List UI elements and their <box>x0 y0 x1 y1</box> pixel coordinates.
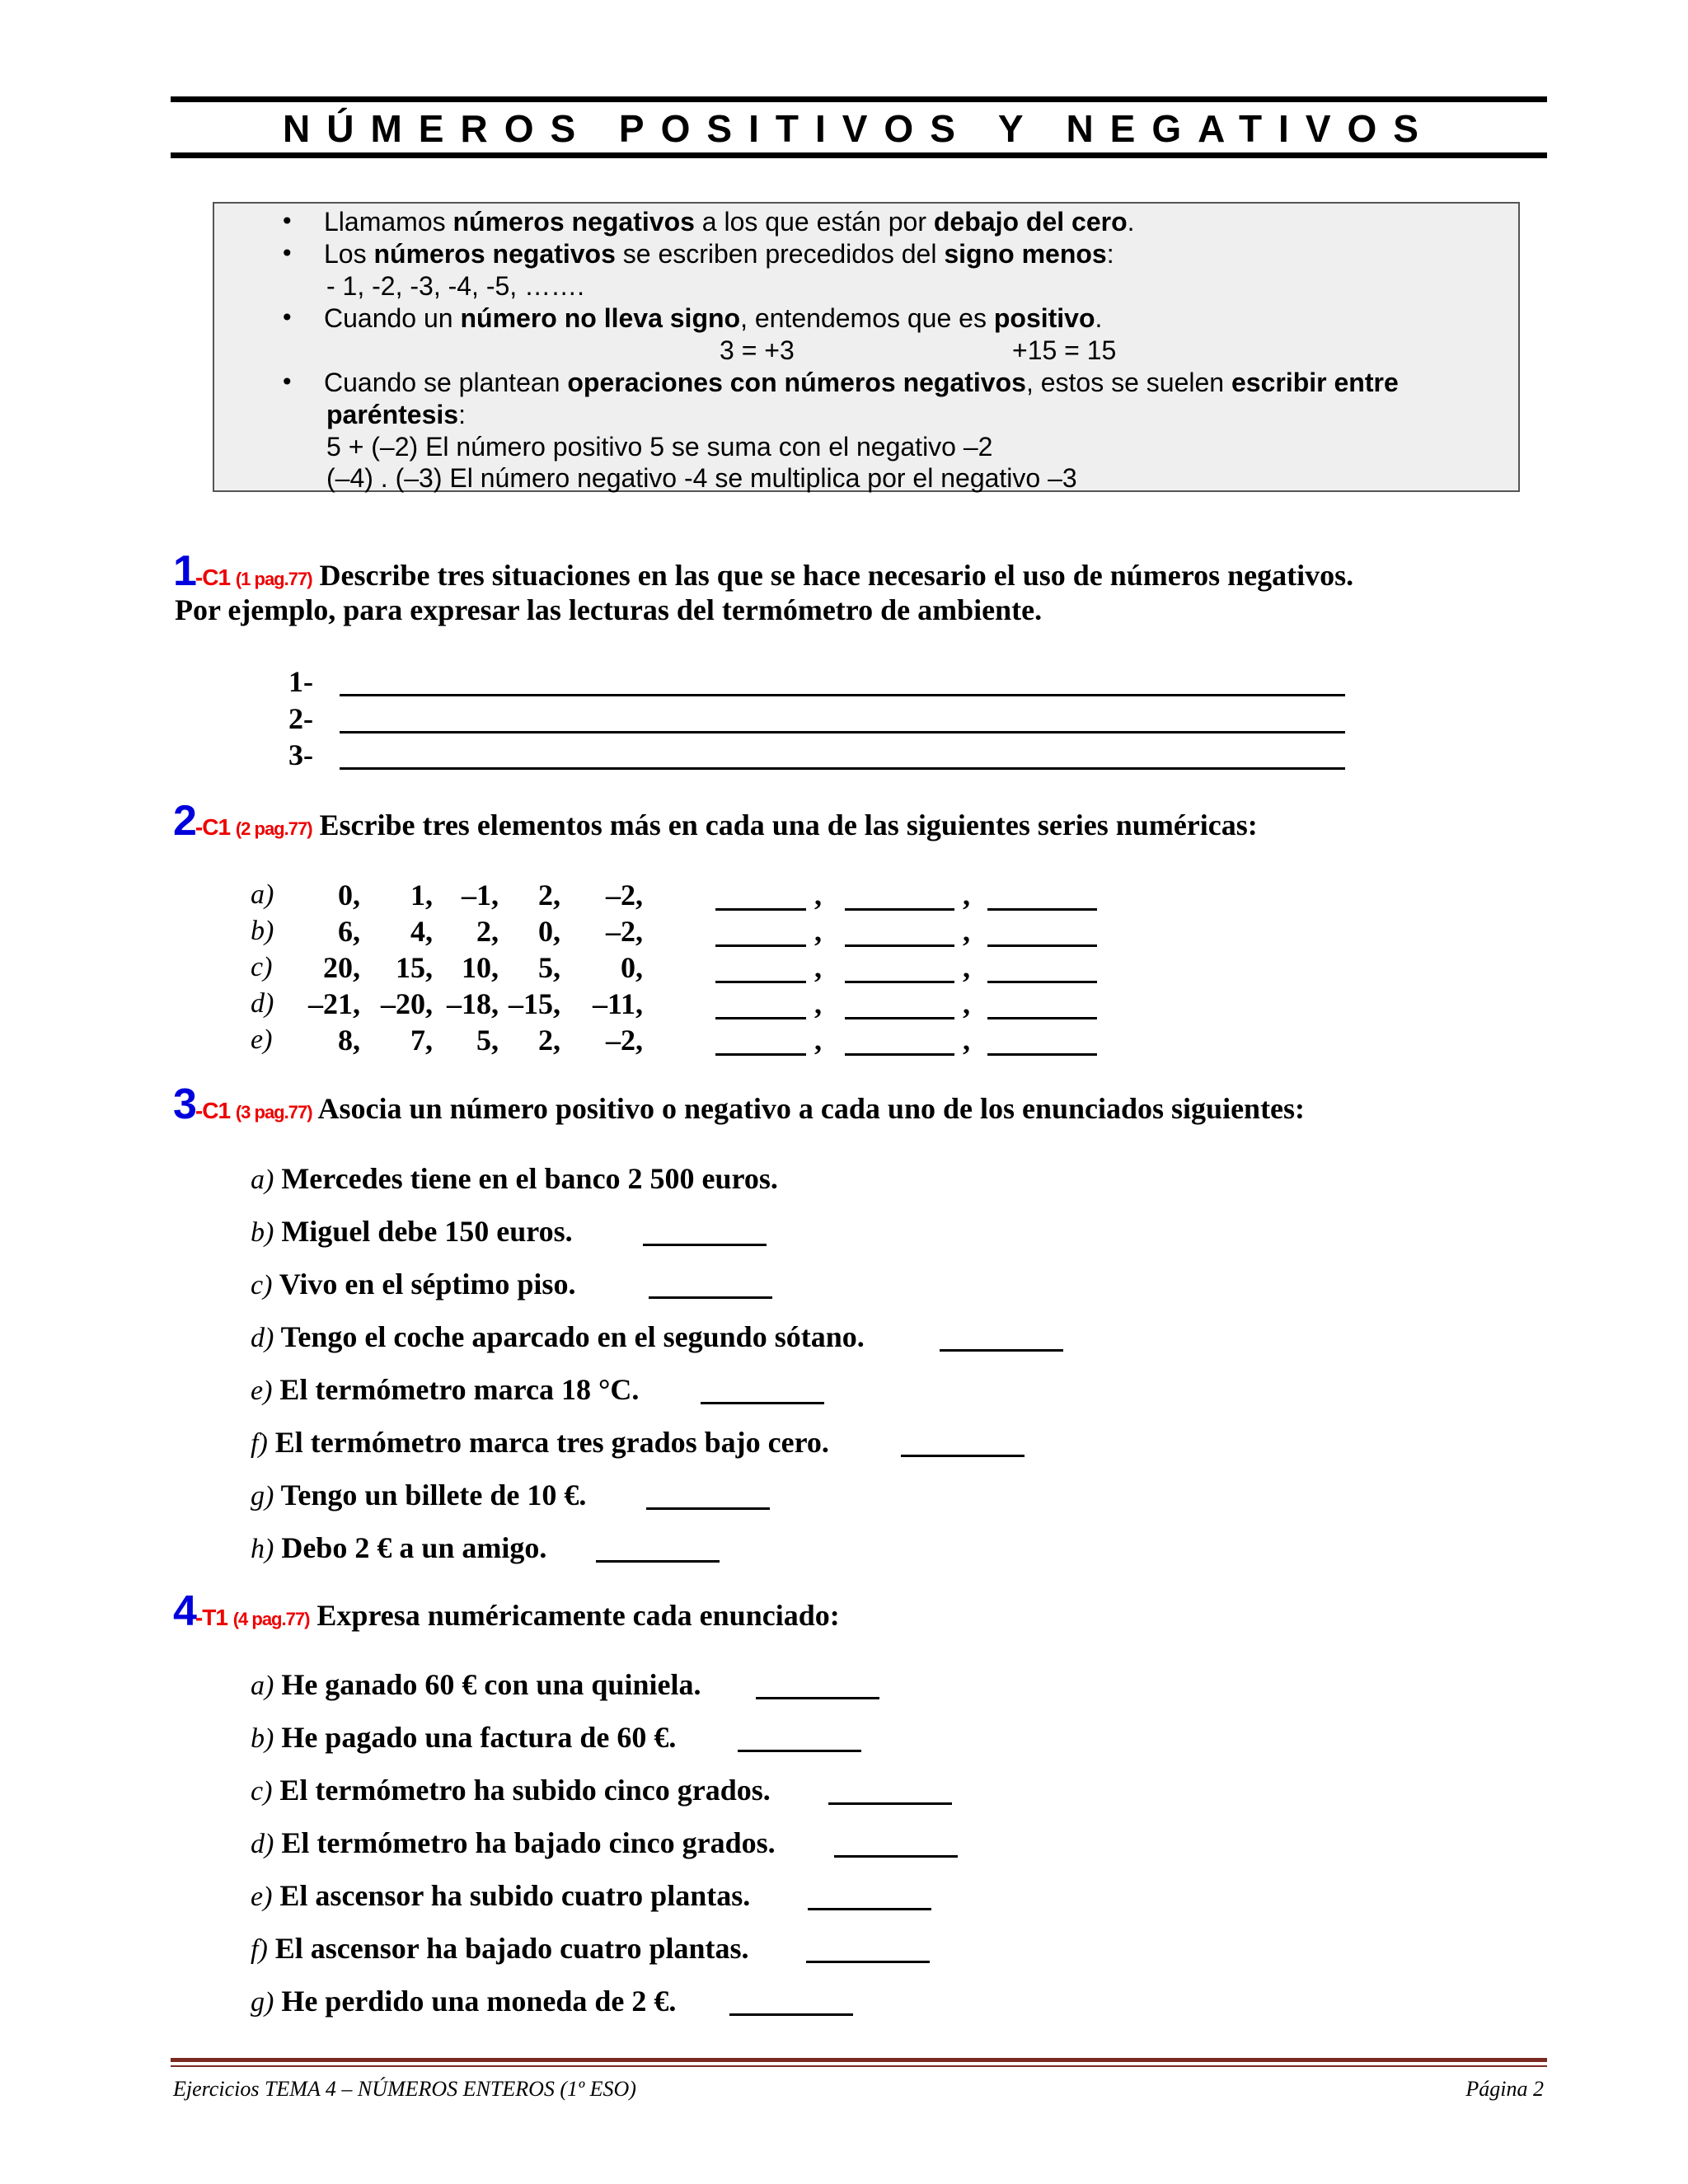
series-separator: , <box>963 1024 970 1057</box>
series-value: 5, <box>476 1024 499 1057</box>
series-separator: , <box>963 879 970 912</box>
footer-page-number: Página 2 <box>1465 2077 1544 2101</box>
series-separator: , <box>814 915 822 948</box>
bullet-icon: • <box>280 208 294 235</box>
series-value: 0, <box>621 951 643 984</box>
ex4-item-a: a) He ganado 60 € con una quiniela. <box>251 1668 701 1701</box>
series-value: 2, <box>538 1024 560 1057</box>
answer-line-2[interactable] <box>340 731 1345 733</box>
series-value: –2, <box>606 1024 643 1057</box>
series-value: 2, <box>476 915 499 948</box>
info-line-3: Cuando un número no lleva signo, entendemos que es positivo. <box>324 303 1103 333</box>
exercise-1-heading-cont: Por ejemplo, para expresar las lecturas del termómetro de ambiente. <box>175 593 1043 626</box>
series-answer-blank[interactable] <box>987 944 1097 947</box>
ex4-item-e: e) El ascensor ha subido cuatro plantas. <box>251 1879 751 1912</box>
answer-line-label-2: 2- <box>288 702 313 735</box>
series-separator: , <box>963 951 970 984</box>
series-separator: , <box>814 879 822 912</box>
series-answer-blank[interactable] <box>987 1017 1097 1019</box>
series-separator: , <box>814 951 822 984</box>
series-value: 0, <box>538 915 560 948</box>
series-value: 7, <box>410 1024 433 1057</box>
series-answer-blank[interactable] <box>987 908 1097 911</box>
info-line-4: Cuando se plantean operaciones con números negativos, estos se suelen escribir entre <box>324 368 1399 397</box>
footer-rule <box>171 2058 1547 2062</box>
bullet-icon: • <box>280 368 294 396</box>
ex4-answer-b[interactable] <box>738 1750 861 1752</box>
info-equation-2: +15 = 15 <box>1012 335 1117 365</box>
ex3-item-h: h) Debo 2 € a un amigo. <box>251 1531 547 1564</box>
info-equation-1: 3 = +3 <box>720 335 795 365</box>
series-value: –20, <box>381 987 433 1020</box>
series-answer-blank[interactable] <box>845 1017 954 1019</box>
info-example-sum: 5 + (–2) El número positivo 5 se suma con el negativo –2 <box>326 432 993 462</box>
series-value: –11, <box>592 987 643 1020</box>
series-answer-blank[interactable] <box>987 1053 1097 1056</box>
ex4-answer-c[interactable] <box>828 1802 952 1805</box>
info-line-2: Los números negativos se escriben precedidos del signo menos: <box>324 239 1114 269</box>
series-answer-blank[interactable] <box>715 908 806 911</box>
info-example-product: (–4) . (–3) El número negativo -4 se multiplica por el negativo –3 <box>326 463 1077 493</box>
series-value: 15, <box>396 951 433 984</box>
answer-line-label-1: 1- <box>288 665 313 698</box>
series-value: –2, <box>606 879 643 912</box>
title-rule-bottom <box>171 152 1547 158</box>
series-value: 6, <box>338 915 360 948</box>
series-answer-blank[interactable] <box>845 944 954 947</box>
exercise-1-heading: 1-C1 (1 pag.77) Describe tres situaciones en las que se hace necesario el uso de números negativos. <box>173 547 1354 595</box>
ex3-item-a: a) Mercedes tiene en el banco 2 500 euros. <box>251 1162 778 1195</box>
series-separator: , <box>814 987 822 1020</box>
exercise-4-heading: 4-T1 (4 pag.77) Expresa numéricamente cada enunciado: <box>173 1587 840 1635</box>
bullet-icon: • <box>280 304 294 331</box>
ex3-item-b: b) Miguel debe 150 euros. <box>251 1215 573 1248</box>
ex3-item-d: d) Tengo el coche aparcado en el segundo sótano. <box>251 1320 865 1353</box>
ex3-answer-c[interactable] <box>649 1296 772 1299</box>
series-separator: , <box>814 1024 822 1057</box>
ex3-answer-f[interactable] <box>901 1455 1025 1457</box>
series-answer-blank[interactable] <box>987 981 1097 983</box>
bullet-icon: • <box>280 240 294 267</box>
exercise-2-heading: 2-C1 (2 pag.77) Escribe tres elementos más en cada una de las siguientes series numéricas: <box>173 797 1258 845</box>
series-value: –15, <box>509 987 560 1020</box>
answer-line-label-3: 3- <box>288 738 313 771</box>
ex4-answer-g[interactable] <box>729 2013 853 2016</box>
series-answer-blank[interactable] <box>845 981 954 983</box>
series-label: c) <box>251 952 273 982</box>
series-value: 5, <box>538 951 560 984</box>
series-value: 0, <box>338 879 360 912</box>
series-label: e) <box>251 1024 273 1055</box>
ex3-answer-e[interactable] <box>701 1402 824 1404</box>
series-value: –2, <box>606 915 643 948</box>
info-line-1: Llamamos números negativos a los que están por debajo del cero. <box>324 207 1135 237</box>
series-label: b) <box>251 916 274 946</box>
exercise-3-heading: 3-C1 (3 pag.77) Asocia un número positivo o negativo a cada uno de los enunciados siguientes: <box>173 1080 1306 1128</box>
ex4-item-d: d) El termómetro ha bajado cinco grados. <box>251 1826 776 1859</box>
series-value: 1, <box>410 879 433 912</box>
series-value: –1, <box>462 879 499 912</box>
ex4-item-c: c) El termómetro ha subido cinco grados. <box>251 1774 771 1807</box>
series-value: –21, <box>308 987 360 1020</box>
ex3-item-e: e) El termómetro marca 18 °C. <box>251 1373 640 1406</box>
ex4-item-b: b) He pagado una factura de 60 €. <box>251 1721 677 1754</box>
ex4-answer-d[interactable] <box>834 1855 958 1858</box>
series-separator: , <box>963 987 970 1020</box>
series-label: a) <box>251 879 274 910</box>
series-answer-blank[interactable] <box>715 981 806 983</box>
info-line-4-cont: paréntesis: <box>326 400 466 429</box>
series-answer-blank[interactable] <box>845 908 954 911</box>
series-value: 10, <box>462 951 499 984</box>
ex3-answer-b[interactable] <box>643 1244 767 1246</box>
ex4-item-g: g) He perdido una moneda de 2 €. <box>251 1985 677 2018</box>
series-value: 4, <box>410 915 433 948</box>
ex4-answer-a[interactable] <box>756 1697 879 1699</box>
ex3-answer-d[interactable] <box>940 1349 1063 1352</box>
ex3-item-c: c) Vivo en el séptimo piso. <box>251 1268 576 1301</box>
ex4-answer-f[interactable] <box>806 1961 930 1963</box>
answer-line-3[interactable] <box>340 767 1345 770</box>
ex3-answer-h[interactable] <box>596 1560 720 1563</box>
series-separator: , <box>963 915 970 948</box>
footer-left: Ejercicios TEMA 4 – NÚMEROS ENTEROS (1º ESO) <box>173 2077 636 2101</box>
answer-line-1[interactable] <box>340 694 1345 696</box>
ex3-item-g: g) Tengo un billete de 10 €. <box>251 1479 587 1511</box>
page-title: NÚMEROS POSITIVOS Y NEGATIVOS <box>283 107 1435 150</box>
series-label: d) <box>251 988 274 1019</box>
series-answer-blank[interactable] <box>715 1053 806 1056</box>
ex4-answer-e[interactable] <box>808 1908 931 1910</box>
info-negatives-example: - 1, -2, -3, -4, -5, ……. <box>326 271 584 301</box>
ex3-item-f: f) El termómetro marca tres grados bajo cero. <box>251 1426 829 1459</box>
series-value: 20, <box>323 951 360 984</box>
series-value: –18, <box>447 987 499 1020</box>
title-rule-top <box>171 96 1547 102</box>
ex3-answer-g[interactable] <box>646 1507 770 1510</box>
footer-rule-thin <box>171 2065 1547 2067</box>
series-value: 2, <box>538 879 560 912</box>
series-answer-blank[interactable] <box>715 1017 806 1019</box>
series-answer-blank[interactable] <box>845 1053 954 1056</box>
series-value: 8, <box>338 1024 360 1057</box>
ex4-item-f: f) El ascensor ha bajado cuatro plantas. <box>251 1932 749 1965</box>
series-answer-blank[interactable] <box>715 944 806 947</box>
